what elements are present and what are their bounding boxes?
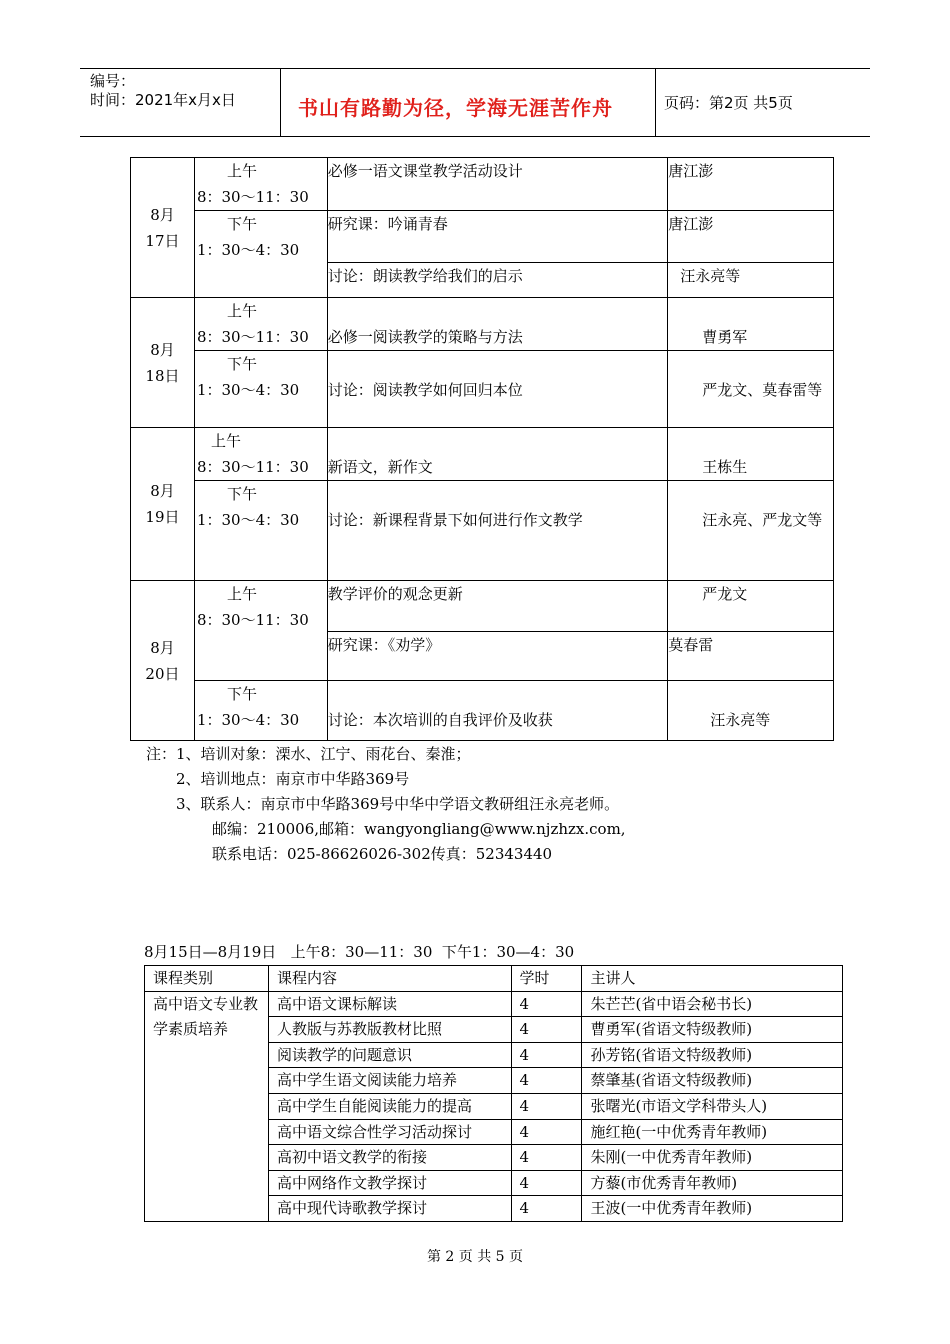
schedule-topic: 新语文，新作文 xyxy=(327,428,667,481)
course-table xyxy=(144,965,843,1222)
schedule-time: 下午 1：30～4：30 xyxy=(194,211,327,298)
table-row xyxy=(131,211,834,263)
course-hours: 4 xyxy=(511,1017,582,1043)
schedule-topic: 讨论：本次培训的自我评价及收获 xyxy=(327,681,667,741)
schedule-table xyxy=(130,157,834,741)
schedule-topic: 研究课：吟诵青春 xyxy=(327,211,667,263)
table-row xyxy=(131,298,834,351)
schedule-topic: 讨论：阅读教学如何回归本位 xyxy=(327,351,667,428)
course-content: 高中现代诗歌教学探讨 xyxy=(268,1196,511,1222)
page-footer: 第 2 页 共 5 页 xyxy=(426,1249,524,1265)
course-hours: 4 xyxy=(511,1093,582,1119)
schedule-speaker: 严龙文 xyxy=(668,581,834,632)
table-row xyxy=(131,428,834,481)
schedule-time: 下午 1：30～4：30 xyxy=(194,481,327,581)
schedule-time: 上午 8：30～11：30 xyxy=(194,158,327,211)
schedule-day: 8月20日 xyxy=(131,581,195,741)
schedule-day: 8月19日 xyxy=(131,428,195,581)
course-hours: 4 xyxy=(511,1196,582,1222)
course-speaker: 施红艳(一中优秀青年教师) xyxy=(582,1119,843,1145)
note-line-1: 注：1、培训对象：溧水、江宁、雨花台、秦淮； xyxy=(146,745,471,763)
table-row xyxy=(131,481,834,581)
schedule-time: 上午 8：30～11：30 xyxy=(194,428,327,481)
course-content: 阅读教学的问题意识 xyxy=(268,1042,511,1068)
course-speaker: 孙芳铭(省语文特级教师) xyxy=(582,1042,843,1068)
schedule-speaker: 王栋生 xyxy=(668,428,834,481)
schedule-speaker: 莫春雷 xyxy=(668,632,834,681)
table-row xyxy=(145,991,843,1017)
course-caption: 8月15日—8月19日 上午8：30—11：30 下午1：30—4：30 xyxy=(144,943,575,961)
note-line-2: 2、培训地点：南京市中华路369号 xyxy=(176,770,410,788)
table-header-row xyxy=(145,966,843,992)
header-speaker: 主讲人 xyxy=(582,966,843,992)
course-hours: 4 xyxy=(511,1068,582,1094)
schedule-time: 下午 1：30～4：30 xyxy=(194,681,327,741)
table-row xyxy=(131,581,834,632)
header-divider-left xyxy=(280,68,281,136)
course-speaker: 朱芒芒(省中语会秘书长) xyxy=(582,991,843,1017)
course-content: 人教版与苏教版教材比照 xyxy=(268,1017,511,1043)
course-content: 高中语文综合性学习活动探讨 xyxy=(268,1119,511,1145)
course-hours: 4 xyxy=(511,1145,582,1171)
course-content: 高中语文课标解读 xyxy=(268,991,511,1017)
schedule-speaker: 汪永亮、严龙文等 xyxy=(668,481,834,581)
course-content: 高中学生自能阅读能力的提高 xyxy=(268,1093,511,1119)
doc-number-label: 编号： xyxy=(90,72,136,90)
header-bottom-rule xyxy=(80,136,870,137)
schedule-speaker: 汪永亮等 xyxy=(668,263,834,298)
header-top-rule xyxy=(80,68,870,69)
note-line-3: 3、联系人：南京市中华路369号中华中学语文教研组汪永亮老师。 xyxy=(176,795,620,813)
schedule-speaker: 汪永亮等 xyxy=(668,681,834,741)
header-content: 课程内容 xyxy=(268,966,511,992)
course-speaker: 王波(一中优秀青年教师) xyxy=(582,1196,843,1222)
course-hours: 4 xyxy=(511,1170,582,1196)
schedule-speaker: 唐江澎 xyxy=(668,158,834,211)
course-hours: 4 xyxy=(511,1042,582,1068)
course-category: 高中语文专业教学素质培养 xyxy=(145,991,269,1221)
schedule-topic: 必修一语文课堂教学活动设计 xyxy=(327,158,667,211)
schedule-speaker: 唐江澎 xyxy=(668,211,834,263)
schedule-speaker: 严龙文、莫春雷等 xyxy=(668,351,834,428)
course-speaker: 张曙光(市语文学科带头人) xyxy=(582,1093,843,1119)
schedule-topic: 讨论：新课程背景下如何进行作文教学 xyxy=(327,481,667,581)
schedule-topic: 教学评价的观念更新 xyxy=(327,581,667,632)
header-motto: 书山有路勤为径，学海无涯苦作舟 xyxy=(298,96,613,120)
schedule-speaker: 曹勇军 xyxy=(668,298,834,351)
course-speaker: 蔡肇基(省语文特级教师) xyxy=(582,1068,843,1094)
course-speaker: 方藜(市优秀青年教师) xyxy=(582,1170,843,1196)
course-content: 高中学生语文阅读能力培养 xyxy=(268,1068,511,1094)
header-divider-right xyxy=(655,68,656,136)
table-row xyxy=(131,158,834,211)
header-category: 课程类别 xyxy=(145,966,269,992)
doc-time-label: 时间：2021年x月x日 xyxy=(90,91,236,109)
course-content: 高初中语文教学的衔接 xyxy=(268,1145,511,1171)
schedule-topic: 必修一阅读教学的策略与方法 xyxy=(327,298,667,351)
course-speaker: 朱刚(一中优秀青年教师) xyxy=(582,1145,843,1171)
page-number-label: 页码：第2页 共5页 xyxy=(664,94,793,112)
course-hours: 4 xyxy=(511,1119,582,1145)
schedule-time: 上午 8：30～11：30 xyxy=(194,298,327,351)
schedule-day: 8月17日 xyxy=(131,158,195,298)
course-content: 高中网络作文教学探讨 xyxy=(268,1170,511,1196)
note-line-5: 联系电话：025-86626026-302传真：52343440 xyxy=(212,845,553,863)
schedule-time: 上午 8：30～11：30 xyxy=(194,581,327,681)
table-row xyxy=(131,351,834,428)
schedule-time: 下午 1：30～4：30 xyxy=(194,351,327,428)
schedule-topic: 讨论：朗读教学给我们的启示 xyxy=(327,263,667,298)
table-row xyxy=(131,681,834,741)
note-line-4: 邮编：210006,邮箱：wangyongliang@www.njzhzx.com, xyxy=(212,820,626,838)
course-speaker: 曹勇军(省语文特级教师) xyxy=(582,1017,843,1043)
course-hours: 4 xyxy=(511,991,582,1017)
schedule-day: 8月18日 xyxy=(131,298,195,428)
schedule-topic: 研究课：《劝学》 xyxy=(327,632,667,681)
header-hours: 学时 xyxy=(511,966,582,992)
